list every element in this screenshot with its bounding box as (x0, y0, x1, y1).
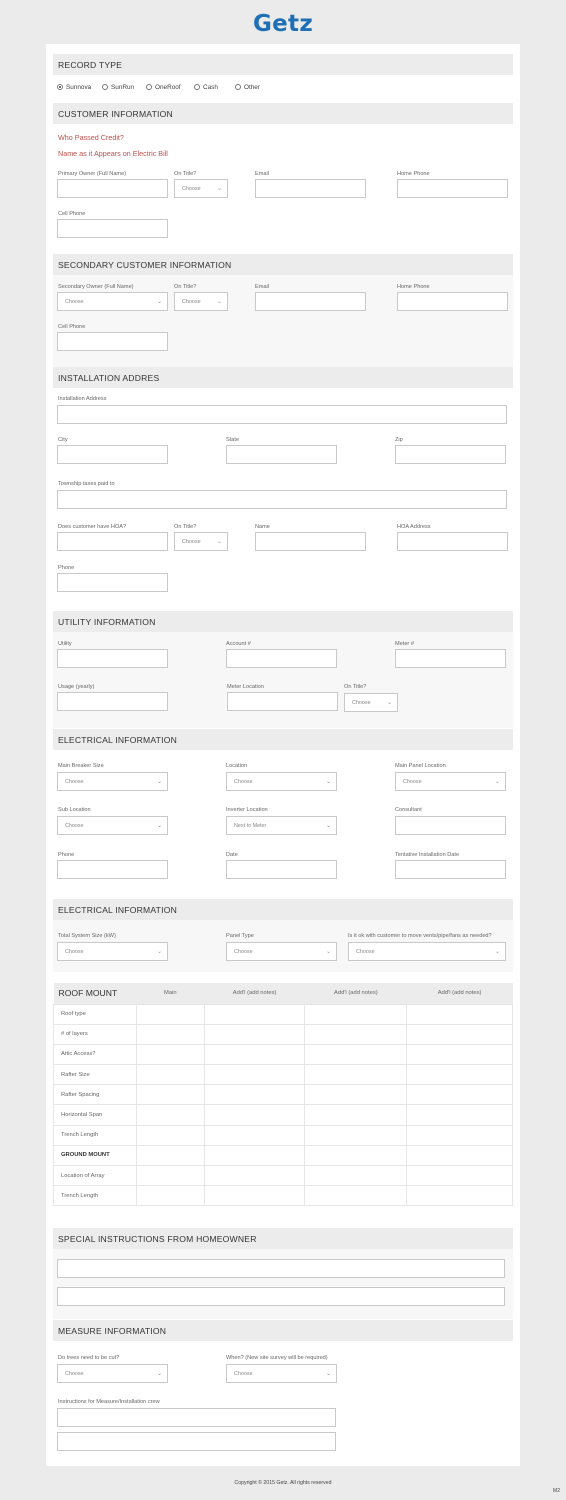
chevron-down-icon: ⌄ (156, 949, 162, 955)
radio-oneroof[interactable] (146, 84, 181, 91)
phone-input[interactable] (57, 860, 168, 879)
table-row (54, 1065, 513, 1085)
zip-input[interactable] (395, 445, 506, 464)
measure-header: MEASURE INFORMATION (53, 1320, 513, 1341)
table-cell[interactable] (407, 1145, 513, 1165)
email-label: Email (255, 284, 269, 290)
chevron-down-icon: ⌄ (325, 823, 331, 829)
cell-phone-input[interactable] (57, 219, 168, 238)
hoa-input[interactable] (57, 532, 168, 551)
table-cell[interactable] (305, 1125, 407, 1145)
utility-label: Utility (58, 641, 72, 647)
tentative-date-label: Tentative Installation Date (395, 852, 460, 858)
row-label: Rafter Spacing (54, 1085, 137, 1105)
state-label: State (226, 437, 240, 443)
meter-location-input[interactable] (227, 692, 338, 711)
when-select[interactable] (226, 1364, 337, 1383)
table-cell[interactable] (204, 1145, 305, 1165)
trees-select[interactable] (57, 1364, 168, 1383)
radio-label: Sunnova (66, 84, 92, 91)
column-header: Main (136, 983, 204, 1004)
special-instructions-input-1[interactable] (57, 1259, 505, 1278)
meter-input[interactable] (395, 649, 506, 668)
panel-type-select[interactable] (226, 942, 337, 961)
account-input[interactable] (226, 649, 337, 668)
panel-type-label: Panel Type (226, 933, 254, 939)
table-row (54, 1024, 513, 1044)
column-header: Add'l (add notes) (407, 983, 513, 1004)
table-row (54, 1166, 513, 1186)
installation-address-input[interactable] (57, 405, 507, 424)
select-value: Choose (403, 779, 422, 785)
on-title-label: On Title? (174, 284, 197, 290)
table-cell[interactable] (136, 1145, 204, 1165)
table-cell[interactable] (305, 1166, 407, 1186)
location-label: Location (226, 763, 248, 769)
select-value: Choose (352, 700, 371, 706)
radio-selected-icon (57, 84, 63, 90)
chevron-down-icon: ⌄ (386, 700, 392, 706)
move-ok-select[interactable] (348, 942, 506, 961)
select-value: Choose (234, 779, 253, 785)
inverter-select[interactable] (226, 816, 337, 835)
on-title-select[interactable] (174, 292, 228, 311)
township-input[interactable] (57, 490, 507, 509)
table-cell[interactable] (407, 1105, 513, 1125)
chevron-down-icon: ⌄ (216, 299, 222, 305)
row-label: Location of Array (54, 1166, 137, 1186)
when-label: When? (New site survey will be required) (226, 1355, 328, 1361)
table-cell[interactable] (204, 1065, 305, 1085)
copyright-text: Copyright © 2015 Getz. All rights reserved (234, 1480, 332, 1486)
main-panel-label: Main Panel Location (395, 763, 446, 769)
chevron-down-icon: ⌄ (325, 1371, 331, 1377)
table-row (54, 1186, 513, 1206)
cell-phone-label: Cell Phone (58, 324, 86, 330)
account-label: Account # (226, 641, 251, 647)
table-cell[interactable] (407, 1125, 513, 1145)
table-cell[interactable] (204, 1166, 305, 1186)
township-label: Township taxes paid to (58, 481, 115, 487)
corner-label: M2 (553, 1488, 560, 1494)
table-cell[interactable] (407, 1044, 513, 1064)
primary-owner-input[interactable] (57, 179, 168, 198)
secondary-header: SECONDARY CUSTOMER INFORMATION (53, 254, 513, 275)
table-cell[interactable] (305, 1004, 407, 1024)
select-value: Choose (65, 949, 84, 955)
select-value: Choose (182, 299, 201, 305)
trees-label: Do trees need to be cut? (58, 1355, 120, 1361)
customer-header: CUSTOMER INFORMATION (53, 103, 513, 124)
row-label: GROUND MOUNT (54, 1145, 137, 1165)
name-on-bill-label: Name as it Appears on Electric Bill (58, 149, 168, 158)
crew-instructions-input-1[interactable] (57, 1408, 336, 1427)
table-cell[interactable] (136, 1085, 204, 1105)
main-breaker-label: Main Breaker Size (58, 763, 104, 769)
select-value: Choose (65, 779, 84, 785)
table-cell[interactable] (407, 1186, 513, 1206)
chevron-down-icon: ⌄ (156, 823, 162, 829)
row-label: Roof type (54, 1004, 137, 1024)
table-cell[interactable] (204, 1044, 305, 1064)
on-title-select[interactable] (344, 693, 398, 712)
table-cell[interactable] (136, 1105, 204, 1125)
main-panel-select[interactable] (395, 772, 506, 791)
on-title-label: On Title? (174, 171, 197, 177)
cell-phone-input[interactable] (57, 332, 168, 351)
on-title-select[interactable] (174, 179, 228, 198)
on-title-label: On Title? (344, 684, 367, 690)
meter-label: Meter # (395, 641, 414, 647)
table-cell[interactable] (305, 1024, 407, 1044)
crew-instructions-input-2[interactable] (57, 1432, 336, 1451)
record-type-header: RECORD TYPE (53, 54, 513, 75)
table-cell[interactable] (136, 1044, 204, 1064)
form-card (46, 44, 520, 1466)
table-cell[interactable] (204, 1105, 305, 1125)
cell-phone-label: Cell Phone (58, 211, 86, 217)
select-value: Choose (182, 539, 201, 545)
radio-label: OneRoof (155, 84, 181, 91)
table-cell[interactable] (305, 1186, 407, 1206)
installation-header: INSTALLATION ADDRES (53, 367, 513, 388)
select-value: Choose (356, 949, 375, 955)
roof-mount-table (53, 983, 513, 1206)
table-cell[interactable] (136, 1166, 204, 1186)
chevron-down-icon: ⌄ (494, 949, 500, 955)
phone-input[interactable] (57, 573, 168, 592)
row-label: Rafter Size (54, 1065, 137, 1085)
secondary-owner-select[interactable] (57, 292, 168, 311)
utility-input[interactable] (57, 649, 168, 668)
table-cell[interactable] (136, 1125, 204, 1145)
row-label: Trench Length (54, 1125, 137, 1145)
email-label: Email (255, 171, 269, 177)
table-cell[interactable] (136, 1024, 204, 1044)
city-label: City (58, 437, 68, 443)
row-label: Horizontal Span (54, 1105, 137, 1125)
select-value: Choose (65, 299, 84, 305)
home-phone-input[interactable] (397, 292, 508, 311)
table-cell[interactable] (136, 1065, 204, 1085)
move-ok-label: Is it ok with customer to move vents/pipe/fans as needed? (348, 933, 492, 939)
zip-label: Zip (395, 437, 403, 443)
sub-location-label: Sub Location (58, 807, 91, 813)
inverter-label: Inverter Location (226, 807, 268, 813)
utility-section (53, 632, 513, 728)
roof-mount-header: ROOF MOUNT (54, 983, 137, 1004)
hoa-address-input[interactable] (397, 532, 508, 551)
chevron-down-icon: ⌄ (156, 299, 162, 305)
radio-sunnova[interactable] (57, 84, 91, 91)
table-cell[interactable] (136, 1004, 204, 1024)
radio-other[interactable] (235, 84, 260, 91)
table-cell[interactable] (407, 1065, 513, 1085)
table-cell[interactable] (407, 1004, 513, 1024)
location-select[interactable] (226, 772, 337, 791)
utility-header: UTILITY INFORMATION (53, 611, 513, 632)
radio-sunrun[interactable] (102, 84, 134, 91)
select-value: Choose (234, 949, 253, 955)
chevron-down-icon: ⌄ (325, 949, 331, 955)
chevron-down-icon: ⌄ (325, 779, 331, 785)
hoa-label: Does customer have HOA? (58, 524, 127, 530)
chevron-down-icon: ⌄ (156, 779, 162, 785)
table-row (54, 1105, 513, 1125)
on-title-label: On Title? (174, 524, 197, 530)
usage-label: Usage (yearly) (58, 684, 95, 690)
chevron-down-icon: ⌄ (216, 186, 222, 192)
column-header: Add'l (add notes) (305, 983, 407, 1004)
name-label: Name (255, 524, 270, 530)
city-input[interactable] (57, 445, 168, 464)
radio-icon (146, 84, 152, 90)
table-cell[interactable] (136, 1186, 204, 1206)
radio-label: Cash (203, 84, 218, 91)
home-phone-label: Home Phone (397, 171, 430, 177)
main-breaker-select[interactable] (57, 772, 168, 791)
special-instructions-header: SPECIAL INSTRUCTIONS FROM HOMEOWNER (53, 1228, 513, 1249)
on-title-select[interactable] (174, 532, 228, 551)
table-row (54, 1145, 513, 1165)
select-value: Choose (182, 186, 201, 192)
phone-label: Phone (58, 852, 75, 858)
phone-label: Phone (58, 565, 75, 571)
row-label: Attic Access? (54, 1044, 137, 1064)
crew-instructions-label: Instructions for Measure/Installation crew (58, 1399, 160, 1405)
system-size-select[interactable] (57, 942, 168, 961)
table-cell[interactable] (204, 1125, 305, 1145)
name-input[interactable] (255, 532, 366, 551)
radio-icon (235, 84, 241, 90)
secondary-owner-label: Secondary Owner (Full Name) (58, 284, 134, 290)
electrical-header-2: ELECTRICAL INFORMATION (53, 899, 513, 920)
radio-icon (194, 84, 200, 90)
table-row (54, 1085, 513, 1105)
table-cell[interactable] (305, 1065, 407, 1085)
row-label: Trench Length (54, 1186, 137, 1206)
table-row (54, 1125, 513, 1145)
home-phone-input[interactable] (397, 179, 508, 198)
select-value: Choose (65, 823, 84, 829)
column-header: Add'l (add notes) (204, 983, 305, 1004)
table-cell[interactable] (407, 1085, 513, 1105)
select-value: Choose (234, 1371, 253, 1377)
chevron-down-icon: ⌄ (216, 539, 222, 545)
usage-input[interactable] (57, 692, 168, 711)
select-value: Next to Meter (234, 823, 267, 829)
home-phone-label: Home Phone (397, 284, 430, 290)
meter-location-label: Meter Location (227, 684, 265, 690)
app-logo: Getz (252, 11, 314, 37)
select-value: Choose (65, 1371, 84, 1377)
special-instructions-input-2[interactable] (57, 1287, 505, 1306)
table-cell[interactable] (305, 1044, 407, 1064)
sub-location-select[interactable] (57, 816, 168, 835)
state-input[interactable] (226, 445, 337, 464)
radio-label: Other (244, 84, 260, 91)
row-label: # of layers (54, 1024, 137, 1044)
table-cell[interactable] (204, 1085, 305, 1105)
radio-cash[interactable] (194, 84, 218, 91)
installation-address-label: Installation Address (58, 396, 107, 402)
email-input[interactable] (255, 179, 366, 198)
table-cell[interactable] (407, 1166, 513, 1186)
table-cell[interactable] (204, 1186, 305, 1206)
table-cell[interactable] (407, 1024, 513, 1044)
chevron-down-icon: ⌄ (156, 1371, 162, 1377)
email-input[interactable] (255, 292, 366, 311)
table-cell[interactable] (204, 1004, 305, 1024)
table-cell[interactable] (305, 1145, 407, 1165)
who-passed-credit-label: Who Passed Credit? (58, 133, 124, 142)
hoa-address-label: HOA Address (397, 524, 431, 530)
system-size-label: Total System Size (kW) (58, 933, 116, 939)
chevron-down-icon: ⌄ (494, 779, 500, 785)
table-cell[interactable] (204, 1024, 305, 1044)
tentative-date-input[interactable] (395, 860, 506, 879)
table-cell[interactable] (305, 1105, 407, 1125)
date-label: Date (226, 852, 238, 858)
radio-label: SunRun (111, 84, 135, 91)
table-row (54, 1044, 513, 1064)
consultant-input[interactable] (395, 816, 506, 835)
table-cell[interactable] (305, 1085, 407, 1105)
consultant-label: Consultant (395, 807, 422, 813)
radio-icon (102, 84, 108, 90)
electrical-header: ELECTRICAL INFORMATION (53, 729, 513, 750)
table-row (54, 1004, 513, 1024)
date-input[interactable] (226, 860, 337, 879)
primary-owner-label: Primary Owner (Full Name) (58, 171, 127, 177)
